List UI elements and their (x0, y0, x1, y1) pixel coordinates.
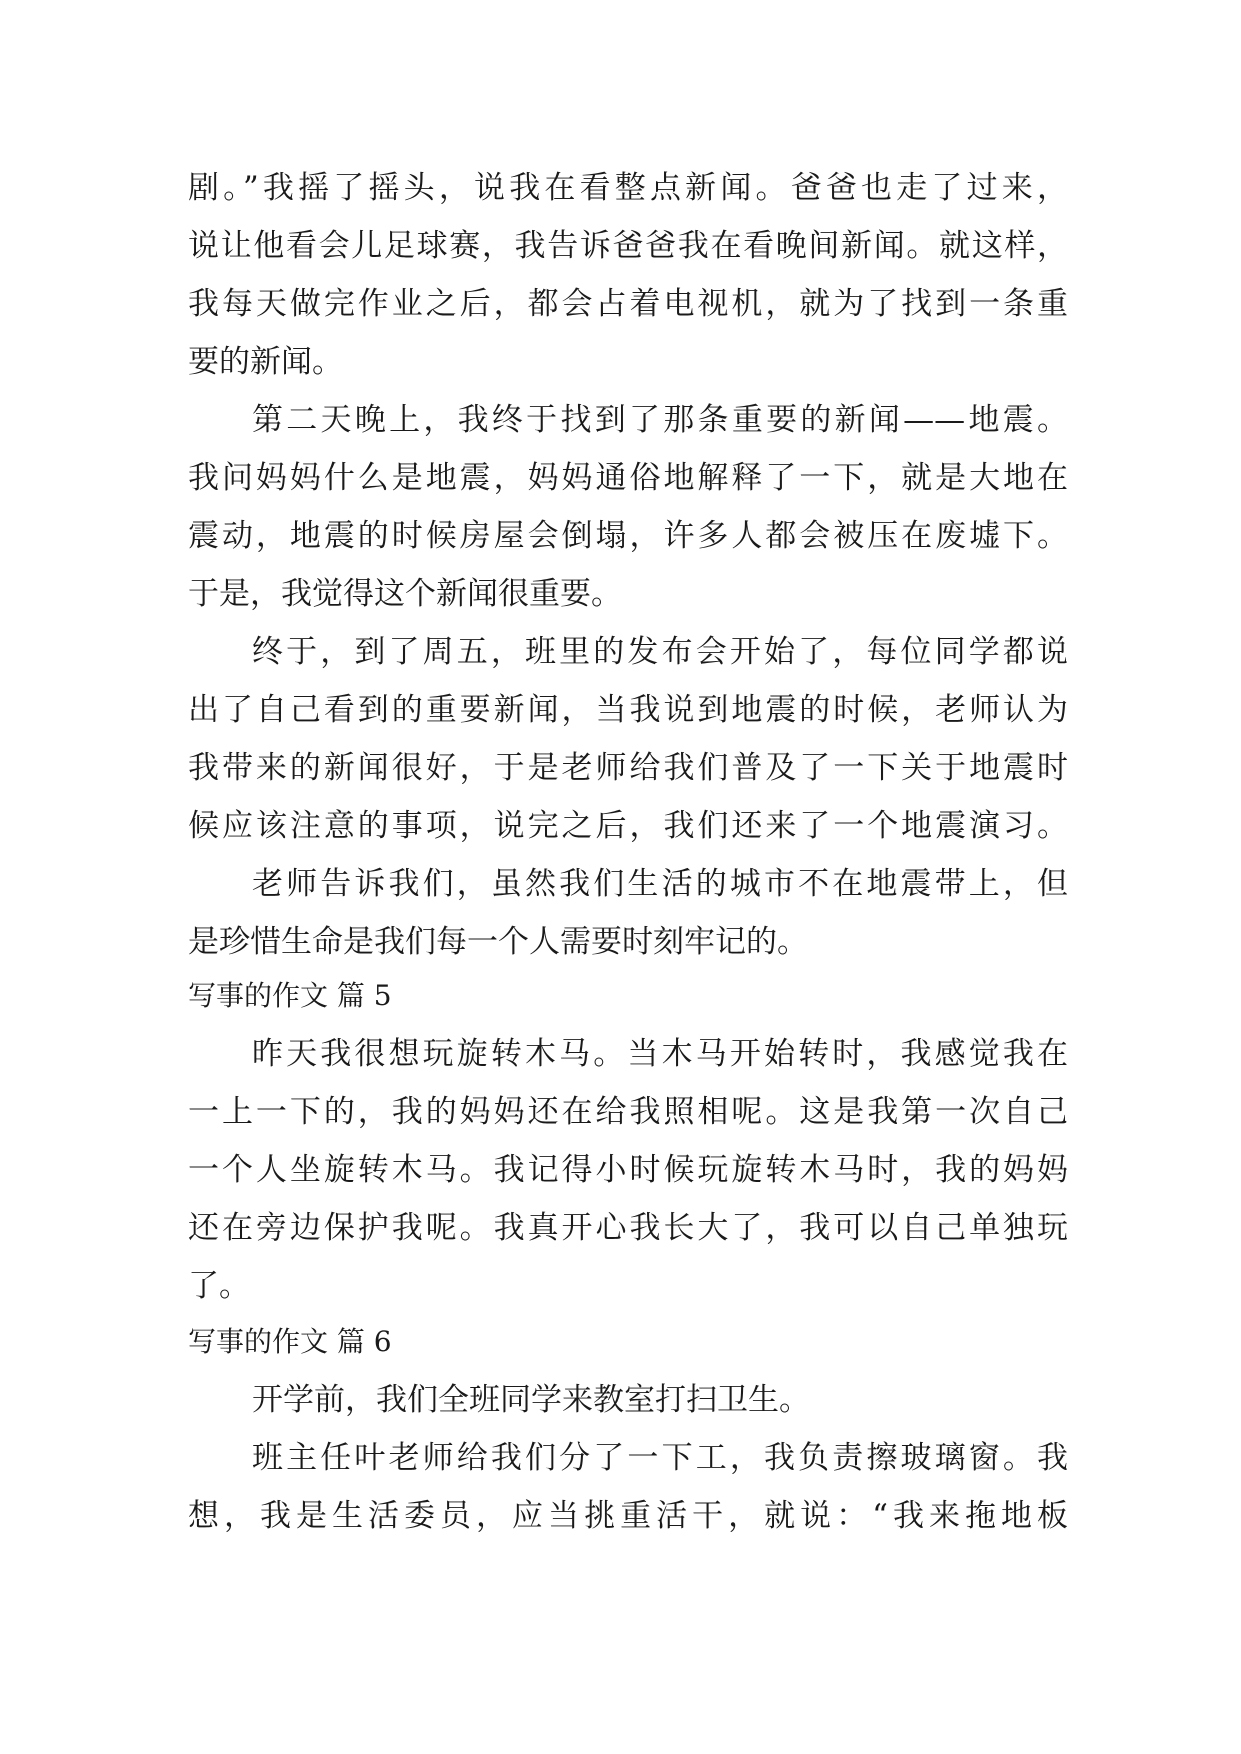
paragraph-line: 于是，我觉得这个新闻很重要。 (188, 576, 622, 612)
section-heading: 写事的作文 篇 6 (188, 1325, 392, 1358)
paragraph-line: 班主任叶老师给我们分了一下工，我负责擦玻璃窗。我 (252, 1440, 1068, 1476)
paragraph-line: 终于，到了周五，班里的发布会开始了，每位同学都说 (252, 634, 1068, 670)
paragraph-line: 出了自己看到的重要新闻，当我说到地震的时候，老师认为 (188, 692, 1068, 728)
paragraph-line: 震动，地震的时候房屋会倒塌，许多人都会被压在废墟下。 (188, 518, 1068, 554)
paragraph-line: 想，我是生活委员，应当挑重活干，就说：“我来拖地板 (188, 1498, 1068, 1534)
paragraph-line: 要的新闻。 (188, 344, 343, 380)
paragraph-line: 昨天我很想玩旋转木马。当木马开始转时，我感觉我在 (252, 1036, 1068, 1072)
paragraph-line: 候应该注意的事项，说完之后，我们还来了一个地震演习。 (188, 808, 1068, 844)
paragraph-line: 了。 (188, 1268, 250, 1304)
paragraph-line: 我问妈妈什么是地震，妈妈通俗地解释了一下，就是大地在 (188, 460, 1068, 496)
paragraph-line: 一个人坐旋转木马。我记得小时候玩旋转木马时，我的妈妈 (188, 1152, 1068, 1188)
paragraph-line: 是珍惜生命是我们每一个人需要时刻牢记的。 (188, 924, 808, 960)
paragraph-line: 开学前，我们全班同学来教室打扫卫生。 (252, 1382, 810, 1418)
paragraph-line: 我带来的新闻很好，于是老师给我们普及了一下关于地震时 (188, 750, 1068, 786)
paragraph-line: 老师告诉我们，虽然我们生活的城市不在地震带上，但 (252, 866, 1068, 902)
paragraph-line: 说让他看会儿足球赛，我告诉爸爸我在看晚间新闻。就这样， (188, 228, 1068, 264)
paragraph-line: 我每天做完作业之后，都会占着电视机，就为了找到一条重 (188, 286, 1068, 322)
paragraph-line: 还在旁边保护我呢。我真开心我长大了，我可以自己单独玩 (188, 1210, 1068, 1246)
section-heading: 写事的作文 篇 5 (188, 979, 392, 1012)
paragraph-line: 第二天晚上，我终于找到了那条重要的新闻——地震。 (252, 402, 1068, 438)
paragraph-line: 剧。”我摇了摇头，说我在看整点新闻。爸爸也走了过来， (188, 170, 1068, 206)
paragraph-line: 一上一下的，我的妈妈还在给我照相呢。这是我第一次自己 (188, 1094, 1068, 1130)
